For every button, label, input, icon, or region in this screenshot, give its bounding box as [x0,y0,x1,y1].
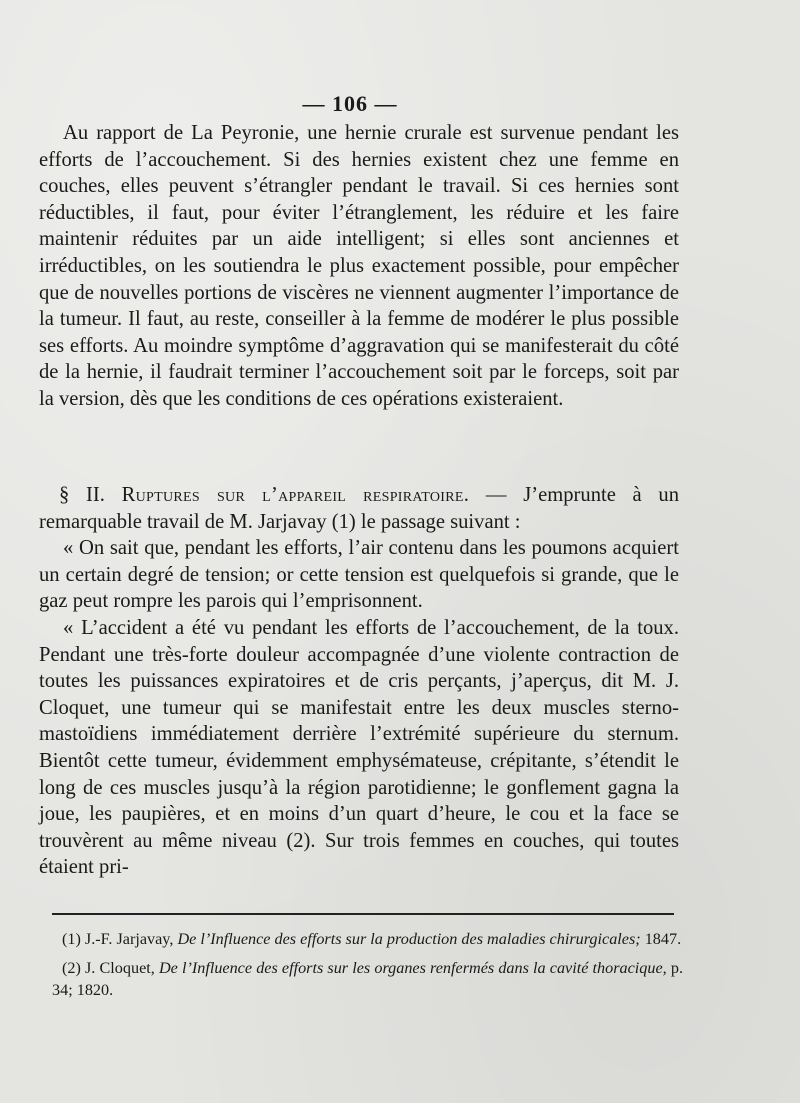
footnote-divider [52,913,674,915]
footnote-1-tail: 1847. [644,930,682,948]
footnote-2-title: De l’Influence des efforts sur les organes renfermés dans la cavité thoracique, [158,959,667,977]
section-mark: § II. [59,484,105,506]
main-text-lower [39,482,679,881]
section-title: Ruptures sur l’appareil respiratoire. [121,484,470,506]
footnote-2-ref: (2) J. Cloquet, [62,959,155,977]
paragraph-air-tension: « On sait que, pendant les efforts, l’air contenu dans les poumons acquiert un certain degré de tension; or cette tension est quelquefois si grande, que le gaz peut rompre les parois qui l’emprisonnent. [39,537,679,613]
footnote-1-title: De l’Influence des efforts sur la production des maladies chirurgicales; [177,930,641,948]
footnote-2-tail: p. 34; 1820. [52,959,683,999]
paragraph-hernia: Au rapport de La Peyronie, une hernie crurale est survenue pendant les efforts de l’accouchement. Si des hernies existent chez une femme en couches, elles peuvent s’étrangler pendant le travail. Si ces hernies sont réductibles, il faut, pour éviter l’étranglement, les réduire et les faire maintenir réduites par un aide intelligent; si elles sont anciennes et irréductibles, on les soutiendra le plus exactement possible, pour empêcher que de nouvelles portions de viscères ne viennent augmenter l’importance de la tumeur. Il faut, au reste, conseiller à la femme de modérer le plus possible ses efforts. Au moindre symptôme d’aggravation qui se manifesterait du côté de la hernie, il faudrait terminer l’accouchement soit par le forceps, soit par la version, dès que les conditions de ces opérations existeraient. [39,122,679,410]
footnote-2 [52,957,683,1001]
section-heading-paragraph [39,482,679,535]
section-intro-text: — J’emprunte à un remarquable travail de M. Jarjavay (1) le passage suivant : [39,484,680,533]
footnote-1-ref: (1) J.-F. Jarjavay, [62,930,174,948]
footnote-1 [52,928,683,950]
main-text-upper [39,120,679,413]
footnotes [52,928,683,1001]
page-number: — 106 — [302,91,398,116]
paragraph-accident: « L’accident a été vu pendant les efforts de l’accouchement, de la toux. Pendant une très-forte douleur accompagnée d’une violente contraction de toutes les puissances expiratoires et de cris perçants, j’aperçus, dit M. J. Cloquet, une tumeur qui se manifestait entre les deux muscles sterno-mastoïdiens immédiatement derrière l’extrémité supérieure du sternum. Bientôt cette tumeur, évidemment emphysémateuse, crépitante, s’étendit le long de ces muscles jusqu’à la région parotidienne; le gonflement gagna la joue, les paupières, et en moins d’un quart d’heure, le cou et la face se trouvèrent au même niveau (2). Sur trois femmes en couches, qui toutes étaient pri- [39,616,679,879]
